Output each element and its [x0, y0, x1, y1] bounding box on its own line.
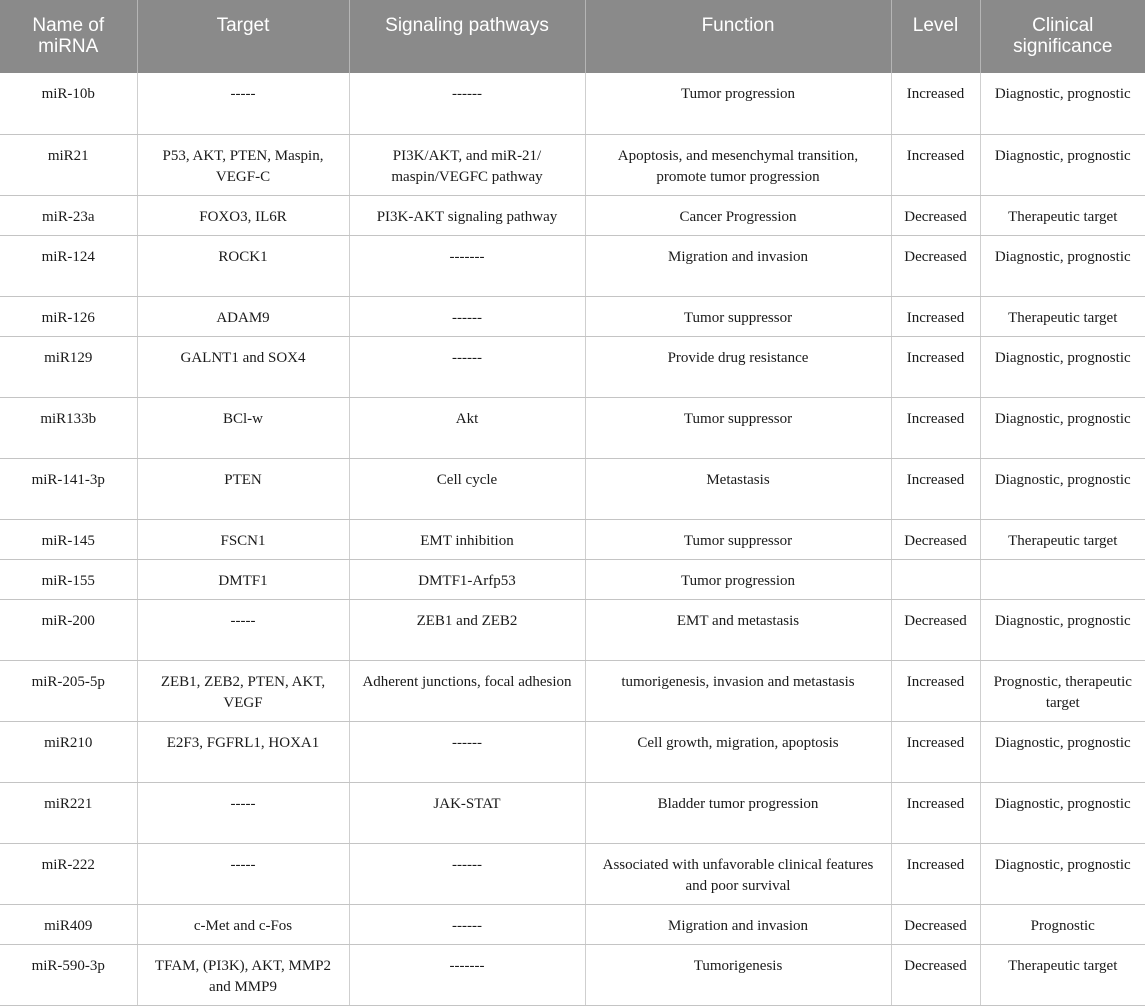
cell-level: Increased — [891, 782, 980, 843]
cell-level: Decreased — [891, 904, 980, 944]
table-header — [0, 0, 1145, 73]
cell-pathway: Adherent junctions, focal adhesion — [349, 660, 585, 721]
table-row — [0, 660, 1145, 721]
cell-mirna: miR133b — [0, 397, 137, 458]
cell-clinical: Therapeutic target — [980, 519, 1145, 559]
cell-function: Associated with unfavorable clinical features and poor survival — [585, 843, 891, 904]
cell-level: Increased — [891, 73, 980, 134]
table-row — [0, 336, 1145, 397]
cell-pathway: ------ — [349, 336, 585, 397]
table-row — [0, 559, 1145, 599]
cell-clinical: Diagnostic, prognostic — [980, 336, 1145, 397]
cell-pathway: ------ — [349, 296, 585, 336]
cell-function: Tumor suppressor — [585, 397, 891, 458]
cell-target: PTEN — [137, 458, 349, 519]
table-row — [0, 599, 1145, 660]
cell-target: DMTF1 — [137, 559, 349, 599]
header-function: Function — [585, 0, 891, 73]
cell-clinical: Diagnostic, prognostic — [980, 235, 1145, 296]
table-row — [0, 73, 1145, 134]
cell-clinical: Therapeutic target — [980, 944, 1145, 1005]
cell-function: Metastasis — [585, 458, 891, 519]
cell-pathway: ------- — [349, 235, 585, 296]
cell-mirna: miR-10b — [0, 73, 137, 134]
cell-level: Increased — [891, 660, 980, 721]
cell-clinical: Therapeutic target — [980, 296, 1145, 336]
cell-target: ZEB1, ZEB2, PTEN, AKT, VEGF — [137, 660, 349, 721]
table-row — [0, 944, 1145, 1005]
cell-function: EMT and metastasis — [585, 599, 891, 660]
cell-level: Increased — [891, 721, 980, 782]
cell-mirna: miR-145 — [0, 519, 137, 559]
cell-pathway: Akt — [349, 397, 585, 458]
cell-level: Decreased — [891, 519, 980, 559]
cell-mirna: miR-200 — [0, 599, 137, 660]
cell-function: Cell growth, migration, apoptosis — [585, 721, 891, 782]
cell-pathway: ------- — [349, 944, 585, 1005]
cell-mirna: miR-590-3p — [0, 944, 137, 1005]
cell-mirna: miR210 — [0, 721, 137, 782]
cell-pathway: ------ — [349, 904, 585, 944]
cell-target: ----- — [137, 599, 349, 660]
cell-clinical: Prognostic — [980, 904, 1145, 944]
cell-pathway: ------ — [349, 73, 585, 134]
cell-clinical: Diagnostic, prognostic — [980, 73, 1145, 134]
cell-target: FOXO3, IL6R — [137, 195, 349, 235]
cell-function: Tumor progression — [585, 73, 891, 134]
cell-level: Increased — [891, 296, 980, 336]
cell-clinical: Diagnostic, prognostic — [980, 782, 1145, 843]
table-body — [0, 73, 1145, 1005]
cell-level: Increased — [891, 843, 980, 904]
cell-mirna: miR-23a — [0, 195, 137, 235]
cell-clinical: Diagnostic, prognostic — [980, 721, 1145, 782]
cell-pathway: ------ — [349, 843, 585, 904]
cell-function: Tumorigenesis — [585, 944, 891, 1005]
cell-pathway: ------ — [349, 721, 585, 782]
cell-level — [891, 559, 980, 599]
cell-level: Increased — [891, 134, 980, 195]
cell-pathway: PI3K-AKT signaling pathway — [349, 195, 585, 235]
cell-level: Increased — [891, 336, 980, 397]
cell-target: ROCK1 — [137, 235, 349, 296]
cell-target: ----- — [137, 782, 349, 843]
cell-level: Decreased — [891, 944, 980, 1005]
cell-function: Tumor suppressor — [585, 296, 891, 336]
cell-clinical: Prognostic, therapeutic target — [980, 660, 1145, 721]
header-clinical-significance: Clinical significance — [980, 0, 1145, 73]
cell-function: Cancer Progression — [585, 195, 891, 235]
cell-pathway: EMT inhibition — [349, 519, 585, 559]
header-row — [0, 0, 1145, 73]
cell-clinical: Diagnostic, prognostic — [980, 843, 1145, 904]
cell-mirna: miR-222 — [0, 843, 137, 904]
cell-mirna: miR21 — [0, 134, 137, 195]
cell-target: ----- — [137, 843, 349, 904]
cell-level: Increased — [891, 397, 980, 458]
cell-level: Decreased — [891, 235, 980, 296]
header-name-of-mirna: Name of miRNA — [0, 0, 137, 73]
cell-function: Bladder tumor progression — [585, 782, 891, 843]
cell-mirna: miR-141-3p — [0, 458, 137, 519]
table-row — [0, 458, 1145, 519]
cell-function: tumorigenesis, invasion and metastasis — [585, 660, 891, 721]
table-row — [0, 296, 1145, 336]
table-row — [0, 782, 1145, 843]
table-row — [0, 904, 1145, 944]
cell-mirna: miR-124 — [0, 235, 137, 296]
cell-function: Tumor progression — [585, 559, 891, 599]
cell-clinical: Diagnostic, prognostic — [980, 134, 1145, 195]
table-row — [0, 721, 1145, 782]
cell-target: E2F3, FGFRL1, HOXA1 — [137, 721, 349, 782]
cell-target: TFAM, (PI3K), AKT, MMP2 and MMP9 — [137, 944, 349, 1005]
cell-pathway: ZEB1 and ZEB2 — [349, 599, 585, 660]
cell-target: FSCN1 — [137, 519, 349, 559]
header-target: Target — [137, 0, 349, 73]
cell-mirna: miR-126 — [0, 296, 137, 336]
cell-function: Migration and invasion — [585, 904, 891, 944]
header-signaling-pathways: Signaling pathways — [349, 0, 585, 73]
cell-target: GALNT1 and SOX4 — [137, 336, 349, 397]
cell-mirna: miR129 — [0, 336, 137, 397]
cell-pathway: JAK-STAT — [349, 782, 585, 843]
cell-level: Increased — [891, 458, 980, 519]
table-row — [0, 235, 1145, 296]
cell-clinical: Diagnostic, prognostic — [980, 458, 1145, 519]
cell-target: ADAM9 — [137, 296, 349, 336]
cell-function: Provide drug resistance — [585, 336, 891, 397]
cell-clinical — [980, 559, 1145, 599]
table-row — [0, 134, 1145, 195]
cell-function: Migration and invasion — [585, 235, 891, 296]
table-row — [0, 195, 1145, 235]
cell-mirna: miR-205-5p — [0, 660, 137, 721]
table-row — [0, 397, 1145, 458]
cell-target: ----- — [137, 73, 349, 134]
header-level: Level — [891, 0, 980, 73]
cell-target: BCl-w — [137, 397, 349, 458]
cell-level: Decreased — [891, 599, 980, 660]
table-row — [0, 519, 1145, 559]
cell-mirna: miR221 — [0, 782, 137, 843]
cell-mirna: miR409 — [0, 904, 137, 944]
cell-pathway: Cell cycle — [349, 458, 585, 519]
cell-target: c-Met and c-Fos — [137, 904, 349, 944]
cell-clinical: Diagnostic, prognostic — [980, 397, 1145, 458]
cell-pathway: DMTF1-Arfp53 — [349, 559, 585, 599]
cell-level: Decreased — [891, 195, 980, 235]
cell-clinical: Therapeutic target — [980, 195, 1145, 235]
cell-target: P53, AKT, PTEN, Maspin, VEGF-C — [137, 134, 349, 195]
cell-clinical: Diagnostic, prognostic — [980, 599, 1145, 660]
table-row — [0, 843, 1145, 904]
cell-mirna: miR-155 — [0, 559, 137, 599]
cell-pathway: PI3K/AKT, and miR-21/ maspin/VEGFC pathway — [349, 134, 585, 195]
cell-function: Apoptosis, and mesenchymal transition, promote tumor progression — [585, 134, 891, 195]
cell-function: Tumor suppressor — [585, 519, 891, 559]
